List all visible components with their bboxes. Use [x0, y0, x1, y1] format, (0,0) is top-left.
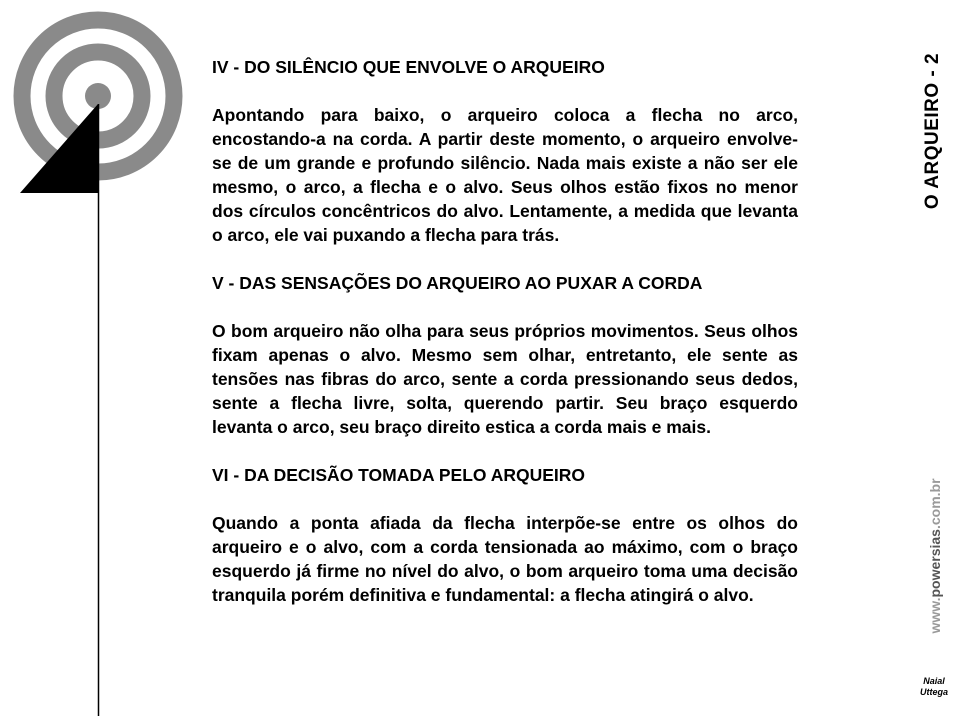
section-heading: IV - DO SILÊNCIO QUE ENVOLVE O ARQUEIRO	[212, 57, 605, 77]
author-last-name: Uttega	[919, 687, 948, 697]
section-heading: V - DAS SENSAÇÕES DO ARQUEIRO AO PUXAR A CORDA	[212, 273, 703, 293]
target-arrow-graphic	[0, 0, 200, 720]
author-credit	[905, 676, 960, 698]
side-title: O ARQUEIRO - 2	[922, 52, 943, 210]
website-prefix: www.	[927, 597, 943, 634]
section-paragraph: Quando a ponta afiada da flecha interpõe-se entre os olhos do arqueiro e o alvo, com a corda tensionada ao máximo, com o braço esquerdo já firme no nível do alvo, o bom arqueiro toma uma decisão tranquila porém definitiva e fundamental: a flecha atingirá o alvo.	[212, 513, 798, 605]
section-paragraph: O bom arqueiro não olha para seus próprios movimentos. Seus olhos fixam apenas o alvo. Mesmo sem olhar, entretanto, ele sente as tensões nas fibras do arco, sente a corda pressionando seus dedos, sente a flecha livre, solta, querendo partir. Seu braço esquerdo levanta o arco, seu braço direito estica a corda mais e mais.	[212, 321, 798, 437]
section-5	[212, 271, 798, 439]
author-first-name: Naial	[923, 676, 945, 686]
website-suffix: .com.br	[927, 478, 943, 530]
section-heading: VI - DA DECISÃO TOMADA PELO ARQUEIRO	[212, 465, 586, 485]
section-4	[212, 55, 798, 247]
main-content	[212, 55, 798, 631]
website-name: powersias	[927, 529, 943, 598]
section-paragraph: Apontando para baixo, o arqueiro coloca a flecha no arco, encostando-a na corda. A partir deste momento, o arqueiro envolve-se de um grande e profundo silêncio. Nada mais existe a não ser ele mesmo, o arco, a flecha e o alvo. Seus olhos estão fixos no menor dos círculos concêntricos do alvo. Lentamente, a medida que levanta o arco, ele vai puxando a flecha para trás.	[212, 105, 798, 245]
website-link[interactable]	[927, 478, 943, 633]
section-6	[212, 463, 798, 607]
